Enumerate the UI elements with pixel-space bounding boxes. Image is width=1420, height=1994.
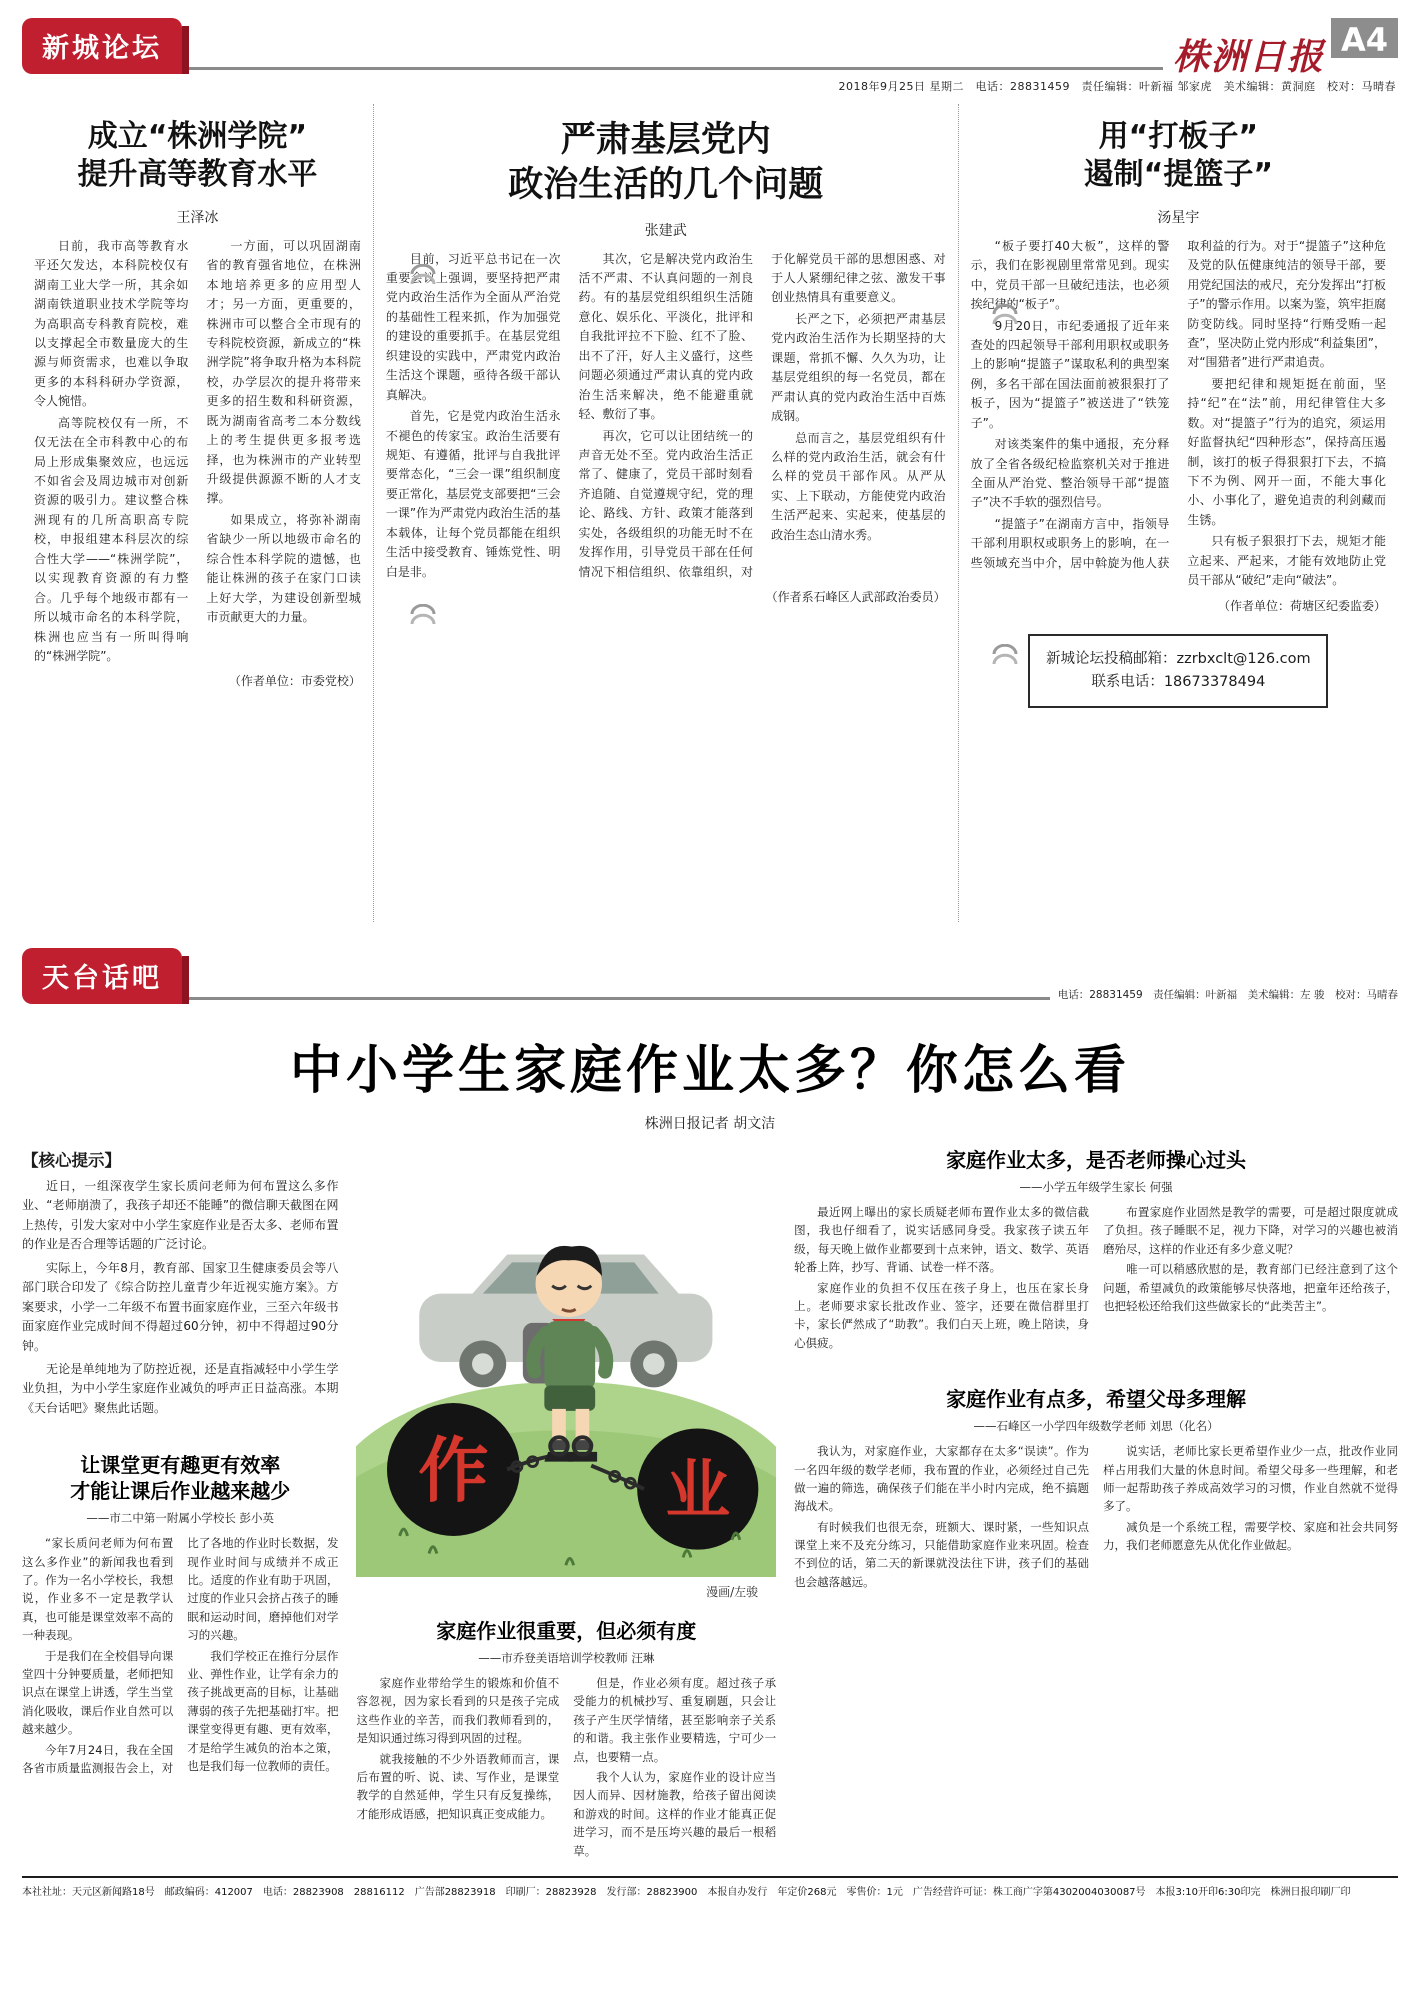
paragraph: “提篮子”在湖南方言中，指领导干部利用职权或职务上的影响，在一些领域充当中介，居中斡旋为他人获取利益的行为。对于“提篮子”这种危及党的队伍健康纯洁的领导干部，要用党纪国法的戒尺，充分发挥出“打板子”的警示作用。以案为鉴，筑牢拒腐防变防线。同时坚持“行贿受贿一起查”，坚决防止党内形成“利益集团”，对“围猎者”进行严肃追责。 — [970, 238, 1386, 570]
talk-section — [22, 1147, 1398, 1860]
sub-article-too-much-homework — [794, 1147, 1398, 1352]
paragraph: 只有板子狠狠打下去，规矩才能立起来、严起来，才能有效地防止党员干部从“破纪”走向“破法”。 — [1187, 534, 1386, 588]
paragraph: 9月20日，市纪委通报了近年来查处的四起领导干部利用职权或职务上的影响“提篮子”谋取私利的典型案例，多名干部在国法面前被狠狠打了板子，因为“提篮子”被送进了“铁笼子”。 — [970, 318, 1170, 430]
paragraph: 无论是单纯地为了防控近视，还是直指减轻中小学生学业负担，为中小学生家庭作业减负的呼声正日益高涨。本期《天台话吧》聚焦此话题。 — [22, 1361, 339, 1415]
article-body — [34, 237, 361, 667]
paragraph: 唯一可以稍感欣慰的是，教育部门已经注意到了这个问题，希望减负的政策能够尽快落地，把童年还给孩子，也把轻松还给我们这些做家长的“此类苦主”。 — [1103, 1262, 1398, 1313]
submission-contact-box — [1028, 634, 1328, 708]
article-title: 用“打板子” 遏制“提篮子” — [1083, 119, 1274, 193]
paragraph: 就我接触的不少外语教师而言，课后布置的听、说、读、写作业，是课堂教学的自然延伸，学生只有反复操练，才能形成语感，把知识真正变成能力。 — [356, 1751, 560, 1821]
article-party-political-life — [373, 104, 958, 922]
core-tip-body — [22, 1177, 338, 1418]
talk-section-badge: 天台话吧 — [22, 948, 182, 1004]
paragraph: 目前，习近平总书记在一次重要会议上强调，要坚持把严肃党内政治生活作为全面从严治党的基础性工程来抓，作为加强党的建设的重要抓手。在基层党组织建设的实践中，严肃党内政治生活这个课题，亟待各级干部认真解决。 — [385, 251, 561, 402]
paragraph: 其次，它是解决党内政治生活不严肃、不认真问题的一剂良药。有的基层党组织组织生活随意化、娱乐化、平淡化，批评和自我批评拉不下脸、红不了脸、出不了汗，好人主义盛行，这些问题必须通过严肃认真的党内政治生活来解决，绝不能避重就轻、敷衍了事。 — [578, 251, 754, 422]
core-tip-label: 【核心提示】 — [22, 1151, 121, 1170]
paragraph: 要把纪律和规矩挺在前面，坚持“纪”在“法”前，用纪律管住大多数。对“提篮子”行为的追究，须运用好监督执纪“四种形态”，保持高压遏制，该打的板子得狠狠打下去，不搞下不为例、网开一面，不能大事化小、小事化了，避免追责的利剑藏而生锈。 — [1187, 376, 1386, 527]
paragraph: 布置家庭作业固然是教学的需要，可是超过限度就成了负担。孩子睡眠不足，视力下降，对学习的兴趣也被消磨殆尽，这样的作业还有多少意义呢？ — [1103, 1205, 1398, 1256]
sub-article-byline: ——小学五年级学生家长 何强 — [1019, 1180, 1173, 1194]
article-body — [386, 250, 946, 582]
talk-middle-column — [356, 1147, 776, 1860]
svg-text:业: 业 — [665, 1453, 731, 1529]
sub-article-body — [356, 1674, 776, 1860]
header-rule — [182, 67, 1163, 70]
forum-section — [22, 104, 1398, 922]
paragraph: 家庭作业带给学生的锻炼和价值不容忽视，因为家长看到的只是孩子完成这些作业的辛苦，而我们教师看到的，是知识通过练习得到巩固的过程。 — [356, 1676, 560, 1746]
main-headline: 中小学生家庭作业太多？你怎么看 — [289, 1040, 1130, 1101]
paragraph: “家长质问老师为何布置这么多作业”的新闻我也看到了。作为一名小学校长，我想说，作业多不一定是教学认真，也可能是课堂效率不高的一种表现。 — [22, 1536, 174, 1643]
sub-article-title: 家庭作业很重要，但必须有度 — [436, 1619, 697, 1643]
page-number-badge: A4 — [1331, 18, 1398, 58]
article-title: 成立“株洲学院” 提升高等教育水平 — [77, 119, 318, 193]
article-title: 严肃基层党内 政治生活的几个问题 — [508, 120, 824, 205]
paragraph: 再次，它可以让团结统一的声音无处不至。党内政治生活正常了、健康了，党员干部时刻看齐追随、自觉遵规守纪，党的理论、路线、方针、政策才能落到实处，各级组织的功能无时不在发挥作用，引导党员干部在任何情况下相信组织、依靠组织，对于化解党员干部的思想困惑、对于人人紧绷纪律之弦、激发干事创业热情具有重要意义。 — [578, 251, 946, 579]
article-author: 张建武 — [644, 222, 687, 239]
paragraph: 家庭作业的负担不仅压在孩子身上，也压在家长身上。老师要求家长批改作业、签字，还要在微信群里打卡，家长俨然成了“助教”。我们白天上班，晚上陪读，身心俱疲。 — [794, 1280, 1090, 1350]
paragraph: 但是，作业必须有度。超过孩子承受能力的机械抄写、重复刷题，只会让孩子产生厌学情绪，甚至影响亲子关系的和谐。我主张作业要精选，宁可少一点，也要精一点。 — [573, 1676, 777, 1764]
paragraph: 长严之下，必须把严肃基层党内政治生活作为长期坚持的大课题，常抓不懈、久久为功，让基层党组织的每一名党员，都在严肃认真的党内政治生活中百炼成钢。 — [771, 311, 946, 424]
talk-dateline: 电话：28831459 责任编辑：叶新福 美术编辑：左 骏 校对：马晴春 — [1057, 989, 1398, 1001]
article-author: 汤星宇 — [1157, 209, 1200, 226]
sub-article-body — [794, 1442, 1398, 1591]
paragraph: 我们学校正在推行分层作业、弹性作业，让学有余力的孩子挑战更高的目标，让基础薄弱的孩子先把基础打牢。把课堂变得更有趣、更有效率，才是给学生减负的治本之策，也是我们每一位教师的责任。 — [187, 1648, 339, 1773]
paragraph: 于是我们在全校倡导向课堂四十分钟要质量，老师把知识点在课堂上讲透，学生当堂消化吸收，课后作业自然可以越来越少。 — [22, 1648, 174, 1737]
article-attribution: （作者单位：市委党校） — [228, 674, 361, 689]
paragraph: 对该类案件的集中通报，充分释放了全省各级纪检监察机关对于推进全面从严治党、整治领导干部“提篮子”决不手软的强烈信号。 — [970, 437, 1170, 510]
paragraph: 说实话，老师比家长更希望作业少一点，批改作业同样占用我们大量的休息时间。希望父母多一些理解，和老师一起帮助孩子养成高效学习的习惯，作业自然就不觉得多了。 — [1103, 1444, 1398, 1514]
paragraph: 最近网上曝出的家长质疑老师布置作业太多的微信截图，我也仔细看了，说实话感同身受。我家孩子读五年级，每天晚上做作业都要到十点来钟，语文、数学、英语轮番上阵，抄写、背诵、试卷一样不落。 — [794, 1205, 1090, 1275]
cartoon-illustration — [356, 1147, 776, 1600]
header-rule — [182, 997, 1050, 1000]
binder-clip-icon — [408, 264, 438, 290]
submission-phone: 联系电话：18673378494 — [1091, 673, 1266, 690]
newspaper-logo: 株洲日报 — [1172, 36, 1325, 78]
paragraph: 实际上，今年8月，教育部、国家卫生健康委员会等八部门联合印发了《综合防控儿童青少年近视实施方案》。方案要求，小学一二年级不布置书面家庭作业，三至六年级书面家庭作业完成时间不得超过60分钟，初中不得超过90分钟。 — [22, 1260, 339, 1353]
sub-article-body — [22, 1534, 338, 1777]
svg-text:作: 作 — [418, 1429, 490, 1512]
paragraph: 首先，它是党内政治生活永不褪色的传家宝。政治生活要有规矩、有遵循，批评与自我批评要常态化，“三会一课”组织制度要正常化，基层党支部要把“三会一课”作为严肃党内政治生活的基本载体，让每个党员都能在组织生活中接受教育、锤炼党性、明白是非。 — [385, 409, 561, 579]
forum-dateline: 2018年9月25日 星期二 电话：28831459 责任编辑：叶新福 邹家虎 美术编辑：黄洞庭 校对：马晴春 — [838, 80, 1396, 93]
forum-section-badge: 新城论坛 — [22, 18, 182, 74]
paragraph: 总而言之，基层党组织有什么样的党内政治生活，就会有什么样的党员干部作风。从严从实、上下联动，方能使党内政治生活严起来、实起来，使基层的政治生态山清水秀。 — [771, 430, 946, 542]
sub-article-byline: ——市二中第一附属小学校长 彭小英 — [86, 1511, 275, 1526]
homework-cartoon-image — [356, 1147, 776, 1577]
paragraph: 今年7月24日，我在全国各省市质量监测报告会上，对比了各地的作业时长数据，发现作业时间与成绩并不成正比。适度的作业有助于巩固，过度的作业只会挤占孩子的睡眠和运动时间，磨掉他们对学习的兴趣。 — [22, 1536, 339, 1775]
reporter-byline: 株洲日报记者 胡文洁 — [644, 1116, 776, 1132]
paragraph: 我个人认为，家庭作业的设计应当因人而异、因材施教，给孩子留出阅读和游戏的时间。这样的作业才能真正促进学习，而不是压垮兴趣的最后一根稻草。 — [573, 1769, 777, 1858]
paragraph: 近日，一组深夜学生家长质问老师为何布置这么多作业、“老师崩溃了，我孩子却还不能睡”的微信聊天截图在网上热传，引发大家对中小学生家庭作业是否太多、老师布置的作业是否合理等话题的广泛讨论。 — [22, 1179, 339, 1252]
paragraph: 如果成立，将弥补湖南省缺少一所以地级市命名的综合性本科学院的遗憾，也能让株洲的孩子在家门口读上好大学，为建设创新型城市贡献更大的力量。 — [206, 512, 361, 625]
paragraph: 一方面，可以巩固湖南省的教育强省地位，在株洲本地培养更多的应用型人才；另一方面，更重要的，株洲市可以整合全市现有的专科院校资源，新成立的“株洲学院”将争取升格为本科院校，办学层次的提升将带来更多的招生数和科研资源，既为湖南省高考二本分数线上的考生提供更多报考选择，也为株洲市的产业转型升级提供源源不断的人才支撑。 — [206, 238, 361, 506]
binder-clip-icon — [408, 604, 438, 630]
sub-article-byline: ——市乔登美语培训学校教师 汪琳 — [478, 1651, 655, 1665]
paragraph: 有时候我们也很无奈，班额大、课时紧，一些知识点课堂上来不及充分练习，只能借助家庭作业来巩固。检查不到位的话，第二天的新课就没法往下讲，孩子们的基础也会越落越远。 — [794, 1519, 1090, 1589]
article-zhuzhou-college — [22, 104, 373, 922]
sub-article-title: 家庭作业有点多，希望父母多理解 — [946, 1387, 1247, 1412]
sub-article-byline: ——石峰区一小学四年级数学老师 刘思（化名） — [973, 1419, 1219, 1434]
cartoon-caption: 漫画/左骏 — [706, 1585, 759, 1599]
paragraph: 日前，我市高等教育水平还欠发达，本科院校仅有湖南工业大学一所，其余如湖南铁道职业技术学院等均为高职高专科教育院校，难以支撑起全市数量庞大的生源与师资需求，也难以争取更多的本科科研办学资源，令人惋惜。 — [34, 238, 189, 409]
sub-article-title: 让课堂更有趣更有效率 才能让课后作业越来越少 — [70, 1453, 291, 1504]
article-attribution: （作者系石峰区人武部政治委员） — [765, 590, 946, 605]
imprint-footer: 本社社址：天元区新闻路18号 邮政编码：412007 电话：28823908 28816112 广告部28823918 印刷厂：28823928 发行部：28823900 本报自办发行 年定价268元 零售价：1元 广告经营许可证：株工商广字第4302004030087号 本报3:10开印6:30印完 株洲日报印刷厂印 — [22, 1876, 1398, 1898]
talk-right-column — [794, 1147, 1398, 1860]
paragraph: 我认为，对家庭作业，大家都存在太多“误读”。作为一名四年级的数学老师，我布置的作业，必须经过自己先做一遍的筛选，确保孩子们能在半小时内完成，绝不搞题海战术。 — [794, 1444, 1090, 1514]
sub-article-title: 家庭作业太多，是否老师操心过头 — [946, 1148, 1247, 1172]
homework-ball-right — [638, 1428, 759, 1549]
homework-ball-left — [387, 1403, 520, 1536]
talk-section-header — [22, 948, 1398, 1004]
sub-article-parents-understanding — [794, 1386, 1398, 1591]
paragraph: 减负是一个系统工程，需要学校、家庭和社会共同努力，我们老师愿意先从优化作业做起。 — [1103, 1519, 1398, 1553]
binder-clip-icon — [990, 644, 1020, 670]
sub-article-classroom-efficiency — [22, 1452, 338, 1777]
binder-clip-icon — [990, 304, 1020, 330]
forum-section-header — [22, 18, 1398, 78]
article-author: 王泽冰 — [176, 209, 219, 226]
article-da-banzi — [958, 104, 1398, 922]
article-attribution: （作者单位：荷塘区纪委监委） — [1217, 598, 1386, 613]
article-body — [971, 237, 1386, 591]
sub-article-homework-important — [356, 1618, 776, 1860]
sub-article-body — [794, 1203, 1398, 1352]
submission-email: 新城论坛投稿邮箱：zzrbxclt@126.com — [1046, 650, 1311, 667]
paragraph: 高等院校仅有一所，不仅无法在全市科教中心的布局上形成集聚效应，也远远不如省会及周边城市对创新资源的吸引力。建议整合株洲现有的几所高职高专院校，申报组建本科层次的综合性大学——“株洲学院”，以实现教育资源的有力整合。几乎每个地级市都有一所以城市命名的本科学院，株洲也应当有一所叫得响的“株洲学院”。 — [34, 415, 189, 663]
paragraph: “板子要打40大板”，这样的警示，我们在影视剧里常常见到。现实中，党员干部一旦破纪违法，也必须挨纪律的“板子”。 — [970, 238, 1170, 312]
talk-left-column — [22, 1147, 338, 1860]
